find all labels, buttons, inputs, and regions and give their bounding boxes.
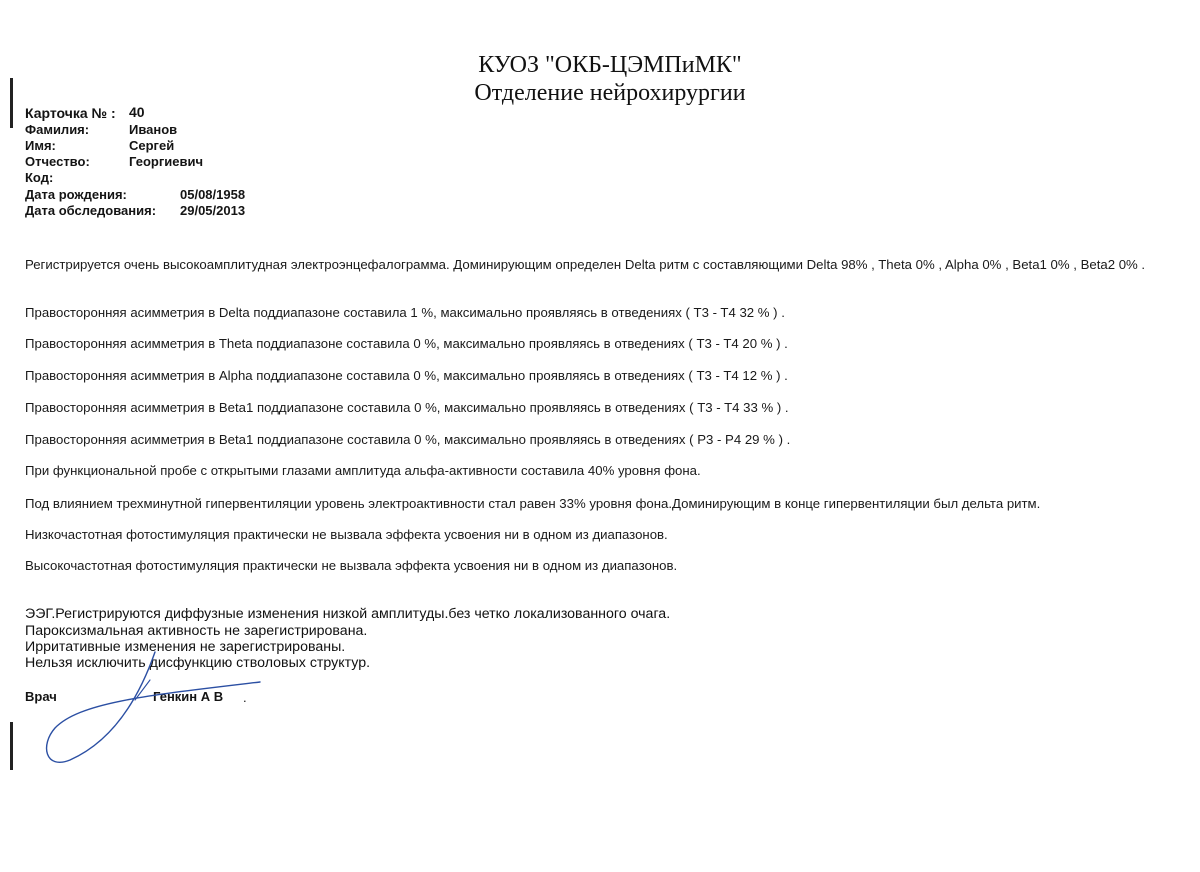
- exam-date-label: Дата обследования:: [25, 203, 157, 218]
- report-eyes-open-test: При функциональной пробе с открытыми глазами амплитуда альфа-активности составила 40% уровня фона.: [25, 463, 701, 478]
- scan-margin-mark-top: [10, 78, 13, 128]
- report-asymmetry-alpha: Правосторонняя асимметрия в Alpha поддиапазоне составила 0 %, максимально проявляясь в отведениях ( T3 - T4 12 % ) .: [25, 368, 788, 383]
- doctor-name: Генкин А В: [153, 689, 224, 704]
- conclusion-line-2: Пароксизмальная активность не зарегистрирована.: [25, 623, 368, 639]
- signature-trailing-dot: .: [243, 690, 247, 705]
- report-hyperventilation: Под влиянием трехминутной гипервентиляции уровень электроактивности стал равен 33% уровня фона.Доминирующим в конце гипервентиляции был дельта ритм.: [25, 496, 1041, 511]
- surname-value: Иванов: [129, 122, 178, 137]
- birth-date-label: Дата рождения:: [25, 187, 127, 202]
- surname-label: Фамилия:: [25, 122, 90, 137]
- report-low-frequency-photostimulation: Низкочастотная фотостимуляция практически не вызвала эффекта усвоения ни в одном из диапазонов.: [25, 527, 668, 542]
- card-number-label: Карточка № :: [25, 105, 116, 121]
- organization-title: КУОЗ "ОКБ-ЦЭМПиМК": [478, 52, 742, 78]
- scan-margin-mark-bottom: [10, 722, 13, 770]
- conclusion-line-3: Ирритативные изменения не зарегистрированы.: [25, 639, 346, 655]
- report-asymmetry-theta: Правосторонняя асимметрия в Theta поддиапазоне составила 0 %, максимально проявляясь в отведениях ( T3 - T4 20 % ) .: [25, 336, 788, 351]
- patronymic-label: Отчество:: [25, 154, 90, 169]
- doctor-label: Врач: [25, 689, 57, 704]
- patronymic-value: Георгиевич: [129, 154, 203, 169]
- report-asymmetry-beta1-temporal: Правосторонняя асимметрия в Beta1 поддиапазоне составила 0 %, максимально проявляясь в отведениях ( T3 - T4 33 % ) .: [25, 400, 789, 415]
- name-label: Имя:: [25, 138, 56, 153]
- name-value: Сергей: [129, 138, 175, 153]
- conclusion-line-1: ЭЭГ.Регистрируются диффузные изменения низкой амплитуды.без четко локализованного очага.: [25, 606, 671, 622]
- conclusion-line-4: Нельзя исключить дисфункцию стволовых структур.: [25, 655, 371, 671]
- department-title: Отделение нейрохирургии: [474, 80, 746, 106]
- report-intro: Регистрируется очень высокоамплитудная электроэнцефалограмма. Доминирующим определен Delta ритм с составляющими Delta 98% , Theta 0% , Alpha 0% , Beta1 0% , Beta2 0% .: [25, 257, 1146, 272]
- report-asymmetry-beta1-parietal: Правосторонняя асимметрия в Beta1 поддиапазоне составила 0 %, максимально проявляясь в отведениях ( P3 - P4 29 % ) .: [25, 432, 791, 447]
- handwritten-signature: [30, 640, 270, 770]
- card-number-value: 40: [129, 104, 145, 120]
- code-label: Код:: [25, 170, 54, 185]
- report-high-frequency-photostimulation: Высокочастотная фотостимуляция практически не вызвала эффекта усвоения ни в одном из диапазонов.: [25, 558, 678, 573]
- exam-date-value: 29/05/2013: [180, 203, 246, 218]
- birth-date-value: 05/08/1958: [180, 187, 246, 202]
- report-asymmetry-delta: Правосторонняя асимметрия в Delta поддиапазоне составила 1 %, максимально проявляясь в отведениях ( T3 - T4 32 % ) .: [25, 305, 785, 320]
